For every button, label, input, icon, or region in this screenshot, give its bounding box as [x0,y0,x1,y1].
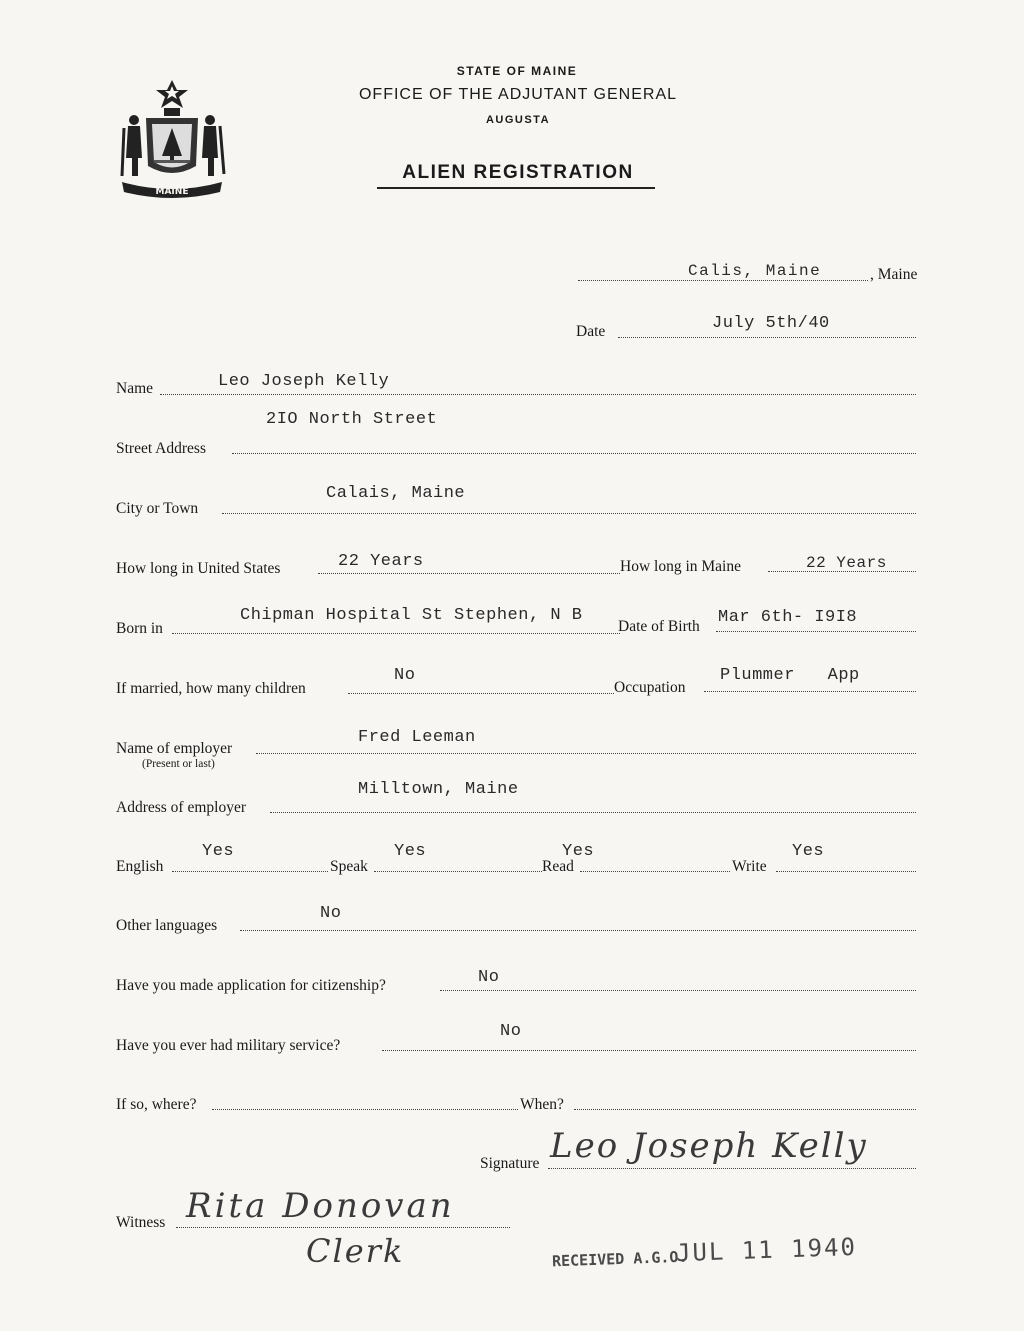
maine-duration-label: How long in Maine [620,558,741,575]
children-label: If married, how many children [116,680,306,697]
employer-label: Name of employer [116,740,233,757]
place-value: Calis, Maine [688,262,822,280]
title-underline [377,187,655,189]
born-in-label: Born in [116,620,163,637]
name-value: Leo Joseph Kelly [218,372,390,391]
street-value: 2IO North Street [266,410,438,429]
employer-address-value: Milltown, Maine [358,780,519,799]
witness-title: Clerk [306,1232,405,1270]
english-line [172,871,328,872]
speak-value: Yes [394,842,427,861]
date-value: July 5th/40 [712,314,830,333]
born-in-value: Chipman Hospital St Stephen, N B [240,606,583,625]
where-line [212,1109,518,1110]
read-line [580,871,730,872]
citizenship-line [440,990,916,991]
english-label: English [116,858,164,875]
name-line [160,394,916,395]
maine-duration-value: 22 Years [806,554,887,572]
english-value: Yes [202,842,235,861]
seal-banner-text: MAINE [155,187,189,197]
write-line [776,871,916,872]
children-line [348,693,614,694]
read-value: Yes [562,842,595,861]
speak-line [374,871,542,872]
citizenship-label: Have you made application for citizenship? [116,977,386,994]
witness-line [176,1227,510,1228]
other-languages-label: Other languages [116,917,218,934]
employer-sublabel: (Present or last) [142,758,215,770]
children-value: No [394,666,416,685]
signature-value: Leo Joseph Kelly [550,1126,868,1166]
born-in-line [172,633,620,634]
dob-label: Date of Birth [618,618,700,635]
employer-value: Fred Leeman [358,728,476,747]
write-value: Yes [792,842,825,861]
write-label: Write [732,858,767,875]
received-stamp-date: JUL 11 1940 [675,1232,858,1268]
office-heading: OFFICE OF THE ADJUTANT GENERAL [358,86,678,103]
occupation-label: Occupation [614,679,686,696]
witness-label: Witness [116,1214,166,1231]
date-line [618,337,916,338]
signature-line [548,1168,916,1169]
date-label: Date [576,323,606,340]
name-label: Name [116,380,154,397]
signature-label: Signature [480,1155,540,1172]
occupation-line [704,691,916,692]
place-line [578,280,868,281]
citizenship-value: No [478,968,500,987]
us-duration-value: 22 Years [338,552,424,571]
city-label: City or Town [116,500,199,517]
other-languages-line [240,930,916,931]
us-duration-label: How long in United States [116,560,281,577]
speak-label: Speak [330,858,368,875]
where-label: If so, where? [116,1096,197,1113]
form-title: ALIEN REGISTRATION [402,162,634,183]
occupation-value: Plummer App [720,666,860,685]
dob-value: Mar 6th- I9I8 [718,608,858,627]
employer-address-line [270,812,916,813]
military-line [382,1050,916,1051]
street-line [232,453,916,454]
when-label: When? [520,1096,564,1113]
dob-line [716,631,916,632]
employer-line [256,753,916,754]
other-languages-value: No [320,904,342,923]
city-heading: AUGUSTA [485,114,551,126]
state-heading: STATE OF MAINE [456,64,578,78]
us-duration-line [318,573,620,574]
when-line [574,1109,916,1110]
military-value: No [500,1022,522,1041]
witness-signature: Rita Donovan [186,1186,455,1226]
street-label: Street Address [116,440,206,457]
place-suffix: , Maine [870,266,918,283]
city-value: Calais, Maine [326,484,466,503]
read-label: Read [542,858,574,875]
city-line [222,513,916,514]
military-label: Have you ever had military service? [116,1037,341,1054]
employer-address-label: Address of employer [116,799,246,816]
received-stamp: RECEIVED A.G.O. [551,1247,688,1271]
